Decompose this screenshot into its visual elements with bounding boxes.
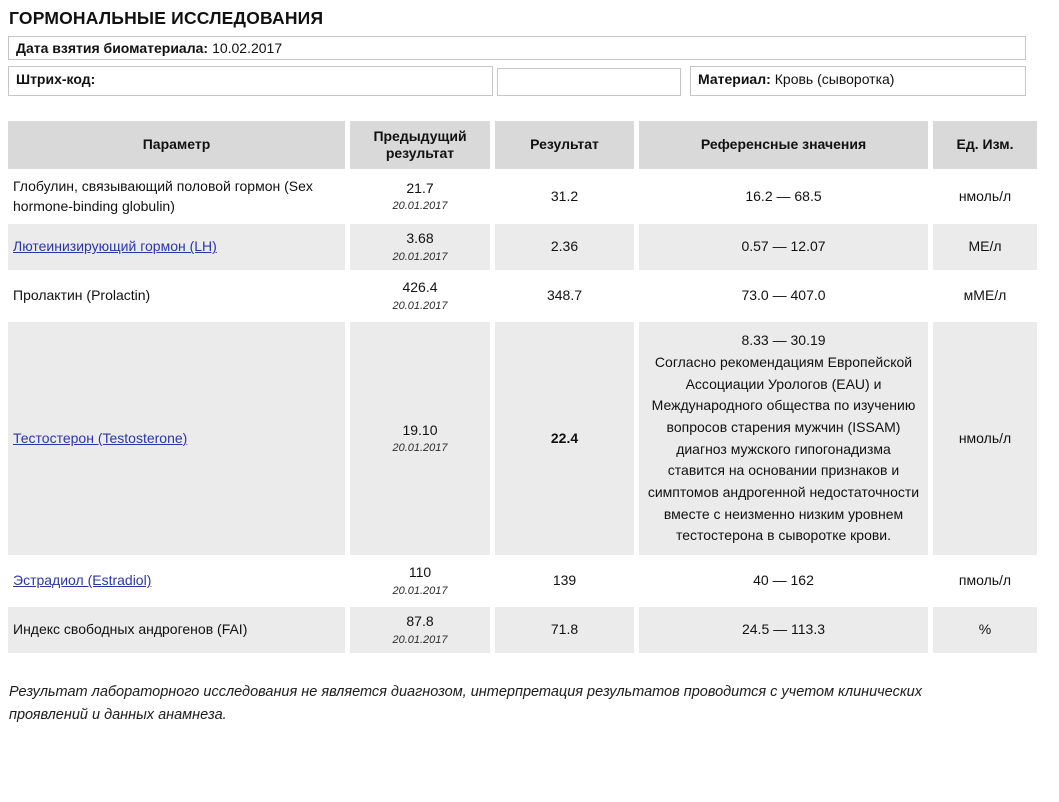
col-header-result: Результат: [495, 121, 634, 169]
barcode-label: Штрих-код:: [16, 71, 96, 87]
col-header-previous-result: Предыдущий результат: [350, 121, 490, 169]
unit-value: нмоль/л: [958, 187, 1012, 204]
parameter-name: Индекс свободных андрогенов (FAI): [13, 621, 248, 638]
previous-result-value: 19.10: [402, 421, 438, 438]
reference-range: 8.33 — 30.19: [741, 332, 826, 349]
previous-result-date: 20.01.2017: [392, 200, 448, 213]
barcode-input[interactable]: [497, 68, 681, 96]
biomaterial-date-value: 10.02.2017: [212, 40, 283, 56]
unit-value: %: [978, 621, 992, 638]
previous-result-date: 20.01.2017: [392, 250, 448, 263]
material-value: Кровь (сыворотка): [774, 71, 895, 87]
page-title: ГОРМОНАЛЬНЫЕ ИССЛЕДОВАНИЯ: [9, 8, 324, 28]
material-box: [690, 66, 1026, 96]
previous-result-value: 426.4: [402, 279, 438, 296]
unit-value: пмоль/л: [958, 572, 1012, 589]
parameter-name: Глобулин, связывающий половой гормон (Sex hormone-binding globulin): [13, 178, 313, 214]
previous-result-value: 3.68: [406, 230, 434, 247]
previous-result-date: 20.01.2017: [392, 633, 448, 646]
previous-result-value: 87.8: [406, 613, 434, 630]
parameter-name: Пролактин (Prolactin): [13, 287, 151, 304]
col-header-parameter: Параметр: [8, 121, 345, 169]
result-value: 22.4: [550, 429, 579, 446]
reference-range: 73.0 — 407.0: [741, 287, 826, 304]
previous-result-value: 21.7: [406, 179, 434, 196]
col-header-units: Ед. Изм.: [933, 121, 1037, 169]
previous-result-date: 20.01.2017: [392, 299, 448, 312]
result-value: 348.7: [546, 287, 583, 304]
results-table: [8, 121, 1037, 653]
col-header-reference-values: Референсные значения: [639, 121, 928, 169]
parameter-link[interactable]: Лютеинизирующий гормон (LH): [13, 238, 217, 255]
unit-value: МЕ/л: [968, 238, 1002, 255]
previous-result-date: 20.01.2017: [392, 584, 448, 597]
barcode-material-row: [8, 66, 1037, 96]
biomaterial-date-label: Дата взятия биоматериала:: [16, 40, 209, 56]
reference-note: Согласно рекомендациям Европейской Ассоциации Урологов (EAU) и Международного общества по изучению вопросов старения мужчин (ISSAM) диагноз мужского гипогонадизма ставится на основании признаков и симптомов андрогенной недостаточности вместе с неизменно низким уровнем тестостерона в сыворотке крови.: [647, 353, 920, 544]
previous-result-date: 20.01.2017: [392, 442, 448, 455]
reference-range: 0.57 — 12.07: [741, 238, 826, 255]
disclaimer-text: Результат лабораторного исследования не является диагнозом, интерпретация результатов проводится с учетом клинических проявлений и данных анамнеза.: [9, 684, 922, 724]
previous-result-value: 110: [408, 564, 432, 581]
parameter-link[interactable]: Эстрадиол (Estradiol): [13, 572, 152, 589]
biomaterial-date-bar: [8, 36, 1026, 60]
result-value: 139: [552, 572, 577, 589]
result-value: 31.2: [550, 187, 579, 204]
parameter-link[interactable]: Тестостерон (Testosterone): [13, 429, 188, 446]
barcode-label-box: [8, 66, 493, 96]
reference-range: 40 — 162: [753, 572, 814, 589]
unit-value: нмоль/л: [958, 429, 1012, 446]
material-label: Материал:: [698, 71, 771, 87]
result-value: 2.36: [550, 238, 579, 255]
unit-value: мМЕ/л: [963, 287, 1007, 304]
reference-range: 24.5 — 113.3: [741, 621, 826, 638]
reference-range: 16.2 — 68.5: [745, 187, 822, 204]
result-value: 71.8: [550, 621, 579, 638]
